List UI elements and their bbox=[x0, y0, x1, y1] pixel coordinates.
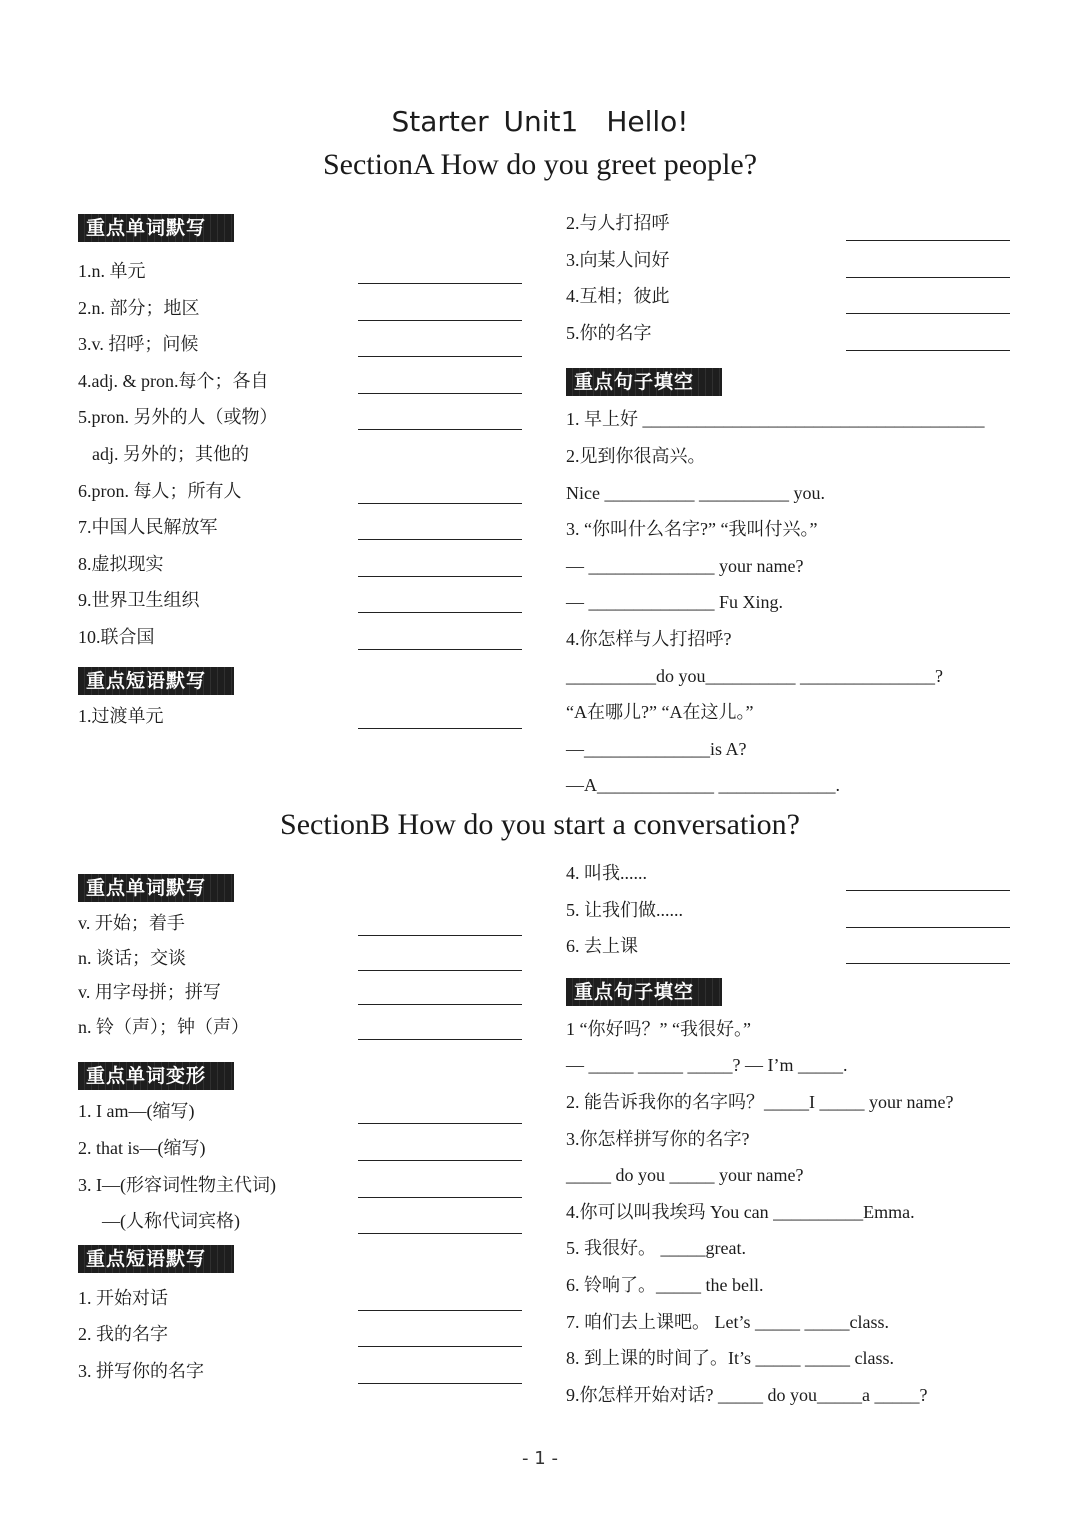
word-row bbox=[78, 402, 524, 439]
answer-line[interactable] bbox=[358, 1004, 522, 1005]
section-a-phrases-heading: 重点短语默写 bbox=[78, 667, 234, 695]
word-row bbox=[78, 622, 524, 659]
form-prompt: 3. I—(形容词性物主代词) bbox=[78, 1174, 276, 1195]
unit-title: Starter Unit1 Hello! bbox=[391, 105, 689, 138]
answer-line[interactable] bbox=[358, 576, 522, 577]
sentence-line: — ______________ your name? bbox=[566, 555, 804, 576]
sentence-line: —A_____________ _____________. bbox=[566, 775, 840, 796]
phrase-prompt: 5. 让我们做...... bbox=[566, 899, 683, 920]
word-prompt: 9.世界卫生组织 bbox=[78, 590, 200, 611]
form-row bbox=[78, 1096, 524, 1133]
section-b-title: SectionB How do you start a conversation? bbox=[280, 808, 800, 841]
sentence-line: 3. “你叫什么名字?” “我叫付兴。” bbox=[566, 519, 818, 540]
word-row bbox=[78, 977, 524, 1012]
phrase-row bbox=[566, 208, 1010, 245]
form-prompt: 2. that is—(缩写) bbox=[78, 1137, 206, 1158]
section-a-left-column bbox=[78, 214, 524, 737]
sentence-line: 9.你怎样开始对话? _____ do you_____a _____? bbox=[566, 1384, 928, 1405]
phrase-prompt: 6. 去上课 bbox=[566, 936, 638, 957]
word-row bbox=[78, 476, 524, 513]
answer-line[interactable] bbox=[358, 1310, 522, 1311]
answer-line[interactable] bbox=[358, 1233, 522, 1234]
answer-line[interactable] bbox=[358, 1123, 522, 1124]
phrase-row bbox=[566, 245, 1010, 282]
sentence-line: 2.见到你很高兴。 bbox=[566, 445, 706, 466]
word-row bbox=[78, 512, 524, 549]
section-a-words-heading: 重点单词默写 bbox=[78, 214, 234, 242]
word-row bbox=[78, 329, 524, 366]
sentence-line: — ______________ Fu Xing. bbox=[566, 592, 784, 613]
answer-line[interactable] bbox=[358, 728, 522, 729]
word-prompt: 8.虚拟现实 bbox=[78, 553, 164, 574]
answer-line[interactable] bbox=[358, 503, 522, 504]
answer-line[interactable] bbox=[846, 313, 1010, 314]
section-a-sentences-heading: 重点句子填空 bbox=[566, 368, 722, 396]
word-row bbox=[78, 585, 524, 622]
word-prompt: 7.中国人民解放军 bbox=[78, 517, 218, 538]
word-row bbox=[78, 439, 524, 476]
answer-line[interactable] bbox=[358, 1383, 522, 1384]
section-b-words-heading: 重点单词默写 bbox=[78, 874, 234, 902]
answer-line[interactable] bbox=[358, 1160, 522, 1161]
sentence-line: 3.你怎样拼写你的名字? bbox=[566, 1128, 750, 1149]
sentence-line: 4.你可以叫我埃玛 You can __________Emma. bbox=[566, 1201, 915, 1222]
word-row bbox=[78, 366, 524, 403]
phrase-prompt: 4. 叫我...... bbox=[566, 863, 647, 883]
answer-line[interactable] bbox=[358, 356, 522, 357]
phrase-row bbox=[78, 1356, 524, 1393]
sentence-line: “A在哪儿?” “A在这儿。” bbox=[566, 702, 754, 723]
word-prompt: 5.pron. 另外的人（或物） bbox=[78, 407, 278, 428]
answer-line[interactable] bbox=[358, 320, 522, 321]
answer-line[interactable] bbox=[846, 963, 1010, 964]
answer-line[interactable] bbox=[846, 350, 1010, 351]
section-b-forms-heading: 重点单词变形 bbox=[78, 1062, 234, 1090]
word-prompt: v. 开始；着手 bbox=[78, 913, 185, 933]
section-a-right-column bbox=[566, 208, 1010, 807]
word-prompt: 1.n. 单元 bbox=[78, 261, 146, 281]
answer-line[interactable] bbox=[846, 927, 1010, 928]
word-row bbox=[78, 293, 524, 330]
sentence-line: __________do you__________ _______________? bbox=[566, 665, 943, 686]
form-row bbox=[78, 1206, 524, 1243]
phrase-prompt: 3.向某人问好 bbox=[566, 249, 670, 270]
form-row bbox=[78, 1170, 524, 1207]
section-b-left-column bbox=[78, 874, 524, 1393]
sentence-line: — _____ _____ _____? — I’m _____. bbox=[566, 1055, 848, 1076]
word-row bbox=[78, 256, 524, 293]
phrase-prompt: 2.与人打招呼 bbox=[566, 213, 670, 233]
phrase-prompt: 1.过渡单元 bbox=[78, 705, 164, 726]
section-b-sentences-heading: 重点句子填空 bbox=[566, 978, 722, 1006]
phrase-prompt: 4.互相；彼此 bbox=[566, 286, 670, 307]
word-prompt: 10.联合国 bbox=[78, 626, 155, 647]
sentence-line: 1 “你好吗？” “我很好。” bbox=[566, 1018, 751, 1039]
word-row bbox=[78, 1012, 524, 1047]
phrase-prompt: 1. 开始对话 bbox=[78, 1287, 168, 1308]
phrase-prompt: 2. 我的名字 bbox=[78, 1324, 168, 1345]
answer-line[interactable] bbox=[358, 1039, 522, 1040]
word-prompt: v. 用字母拼；拼写 bbox=[78, 982, 221, 1003]
answer-line[interactable] bbox=[358, 539, 522, 540]
answer-line[interactable] bbox=[846, 277, 1010, 278]
word-prompt: n. 铃（声）；钟（声） bbox=[78, 1016, 249, 1037]
phrase-row bbox=[78, 701, 524, 738]
sentence-line: 2. 能告诉我你的名字吗？_____I _____ your name? bbox=[566, 1091, 954, 1112]
section-a-title: SectionA How do you greet people? bbox=[322, 148, 758, 181]
sentence-line: 6. 铃响了。_____ the bell. bbox=[566, 1274, 764, 1295]
sentence-line: 4.你怎样与人打招呼? bbox=[566, 628, 732, 649]
word-row bbox=[78, 549, 524, 586]
sentence-line: 1. 早上好 ______________________________________ bbox=[566, 409, 985, 430]
answer-line[interactable] bbox=[358, 1197, 522, 1198]
answer-line[interactable] bbox=[358, 393, 522, 394]
answer-line[interactable] bbox=[358, 970, 522, 971]
word-row bbox=[78, 908, 524, 943]
phrase-row bbox=[78, 1319, 524, 1356]
phrase-row bbox=[566, 318, 1010, 355]
word-prompt: adj. 另外的；其他的 bbox=[92, 443, 249, 464]
answer-line[interactable] bbox=[846, 890, 1010, 891]
phrase-row bbox=[78, 1283, 524, 1320]
answer-line[interactable] bbox=[358, 935, 522, 936]
sentence-line: 8. 到上课的时间了。It’s _____ _____ class. bbox=[566, 1348, 894, 1369]
phrase-row bbox=[566, 931, 1010, 968]
word-prompt: 6.pron. 每人；所有人 bbox=[78, 480, 242, 501]
sentence-line: Nice __________ __________ you. bbox=[566, 482, 825, 503]
section-b-phrases-heading: 重点短语默写 bbox=[78, 1245, 234, 1273]
answer-line[interactable] bbox=[358, 1346, 522, 1347]
answer-line[interactable] bbox=[358, 429, 522, 430]
sentence-line: —______________is A? bbox=[566, 738, 747, 759]
sentence-line: 5. 我很好。 _____great. bbox=[566, 1238, 746, 1259]
word-prompt: 2.n. 部分；地区 bbox=[78, 297, 200, 318]
phrase-row bbox=[566, 281, 1010, 318]
answer-line[interactable] bbox=[358, 649, 522, 650]
form-row bbox=[78, 1133, 524, 1170]
form-prompt: —(人称代词宾格) bbox=[102, 1211, 240, 1232]
word-row bbox=[78, 943, 524, 978]
phrase-prompt: 3. 拼写你的名字 bbox=[78, 1360, 204, 1381]
form-prompt: 1. I am—(缩写) bbox=[78, 1101, 195, 1122]
word-prompt: 4.adj. & pron.每个；各自 bbox=[78, 370, 269, 391]
sentence-line: _____ do you _____ your name? bbox=[566, 1165, 804, 1186]
answer-line[interactable] bbox=[358, 612, 522, 613]
section-b-right-column bbox=[566, 858, 1010, 1416]
answer-line[interactable] bbox=[358, 283, 522, 284]
sentence-line: 7. 咱们去上课吧。 Let’s _____ _____class. bbox=[566, 1311, 889, 1332]
phrase-row bbox=[566, 895, 1010, 932]
phrase-prompt: 5.你的名字 bbox=[566, 322, 652, 343]
word-prompt: n. 谈话；交谈 bbox=[78, 947, 186, 968]
answer-line[interactable] bbox=[846, 240, 1010, 241]
word-prompt: 3.v. 招呼；问候 bbox=[78, 334, 199, 355]
page-number: - 1 - bbox=[522, 1448, 558, 1469]
phrase-row bbox=[566, 858, 1010, 895]
